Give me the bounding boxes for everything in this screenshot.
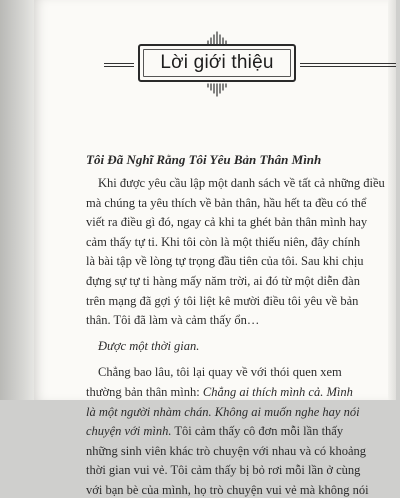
text-run: những sinh viên khác trò chuyện với nhau và có khoảng	[86, 443, 366, 458]
title-ornament-bottom-icon	[202, 83, 232, 97]
text-line	[86, 385, 353, 400]
book-gutter-shadow	[0, 0, 34, 400]
title-rule-right	[300, 63, 396, 67]
text-line: thân. Tôi đã làm và cảm thấy ổn…	[86, 313, 260, 328]
text-line: cảm thấy tự ti. Khi tôi còn là một thiếu niên, đây chính	[86, 234, 361, 249]
chapter-title-frame	[138, 44, 296, 82]
text-line: là bài tập về lòng tự trọng đầu tiên của tôi. Sau khi chịu	[86, 254, 364, 269]
italic-run: là một người nhàm chán. Không ai muốn nghe hay nói	[86, 404, 360, 419]
text-line	[98, 365, 342, 380]
text-run: thời gian vui vẻ. Tôi cảm thấy bị bỏ rơi mỗi lần ở cùng	[86, 463, 361, 478]
text-line	[86, 483, 369, 498]
page-edge	[388, 0, 396, 400]
text-line: viết ra điều gì đó, ngay cả khi ta ghét bản thân mình hay	[86, 215, 368, 230]
text-line	[86, 424, 343, 439]
title-ornament-top-icon	[202, 31, 232, 45]
book-page	[34, 0, 396, 497]
section-subtitle: Tôi Đã Nghĩ Rằng Tôi Yêu Bản Thân Mình	[86, 152, 322, 167]
text-line: mà chúng ta yêu thích về bản thân, hầu hết ta đều có thể	[86, 195, 367, 210]
italic-run: Chẳng ai thích mình cả. Mình	[202, 385, 353, 399]
italic-run: chuyện với mình.	[86, 424, 172, 439]
text-run: Chẳng bao lâu, tôi lại quay về với thói quen xem	[98, 365, 342, 380]
title-rule-left	[104, 63, 134, 67]
text-line: Khi được yêu cầu lập một danh sách về tất cả những điều	[98, 176, 385, 190]
text-run: thường bản thân mình:	[86, 385, 203, 399]
text-line	[86, 444, 366, 459]
text-run: Tôi cảm thấy cô đơn mỗi lần thấy	[171, 424, 344, 439]
text-run: với bạn bè của mình, họ trò chuyện vui vẻ mà không nói	[86, 483, 369, 497]
text-line: trên mạng đã gợi ý tôi liệt kê mười điều tôi yêu về bản	[86, 293, 359, 308]
text-line	[86, 463, 360, 478]
text-line: đựng sự tự ti hàng mấy năm trời, ai đó từ một diễn đàn	[86, 274, 360, 288]
chapter-title: Lời giới thiệu	[160, 52, 274, 73]
text-line: Được một thời gian.	[98, 338, 200, 353]
text-line	[86, 405, 360, 420]
